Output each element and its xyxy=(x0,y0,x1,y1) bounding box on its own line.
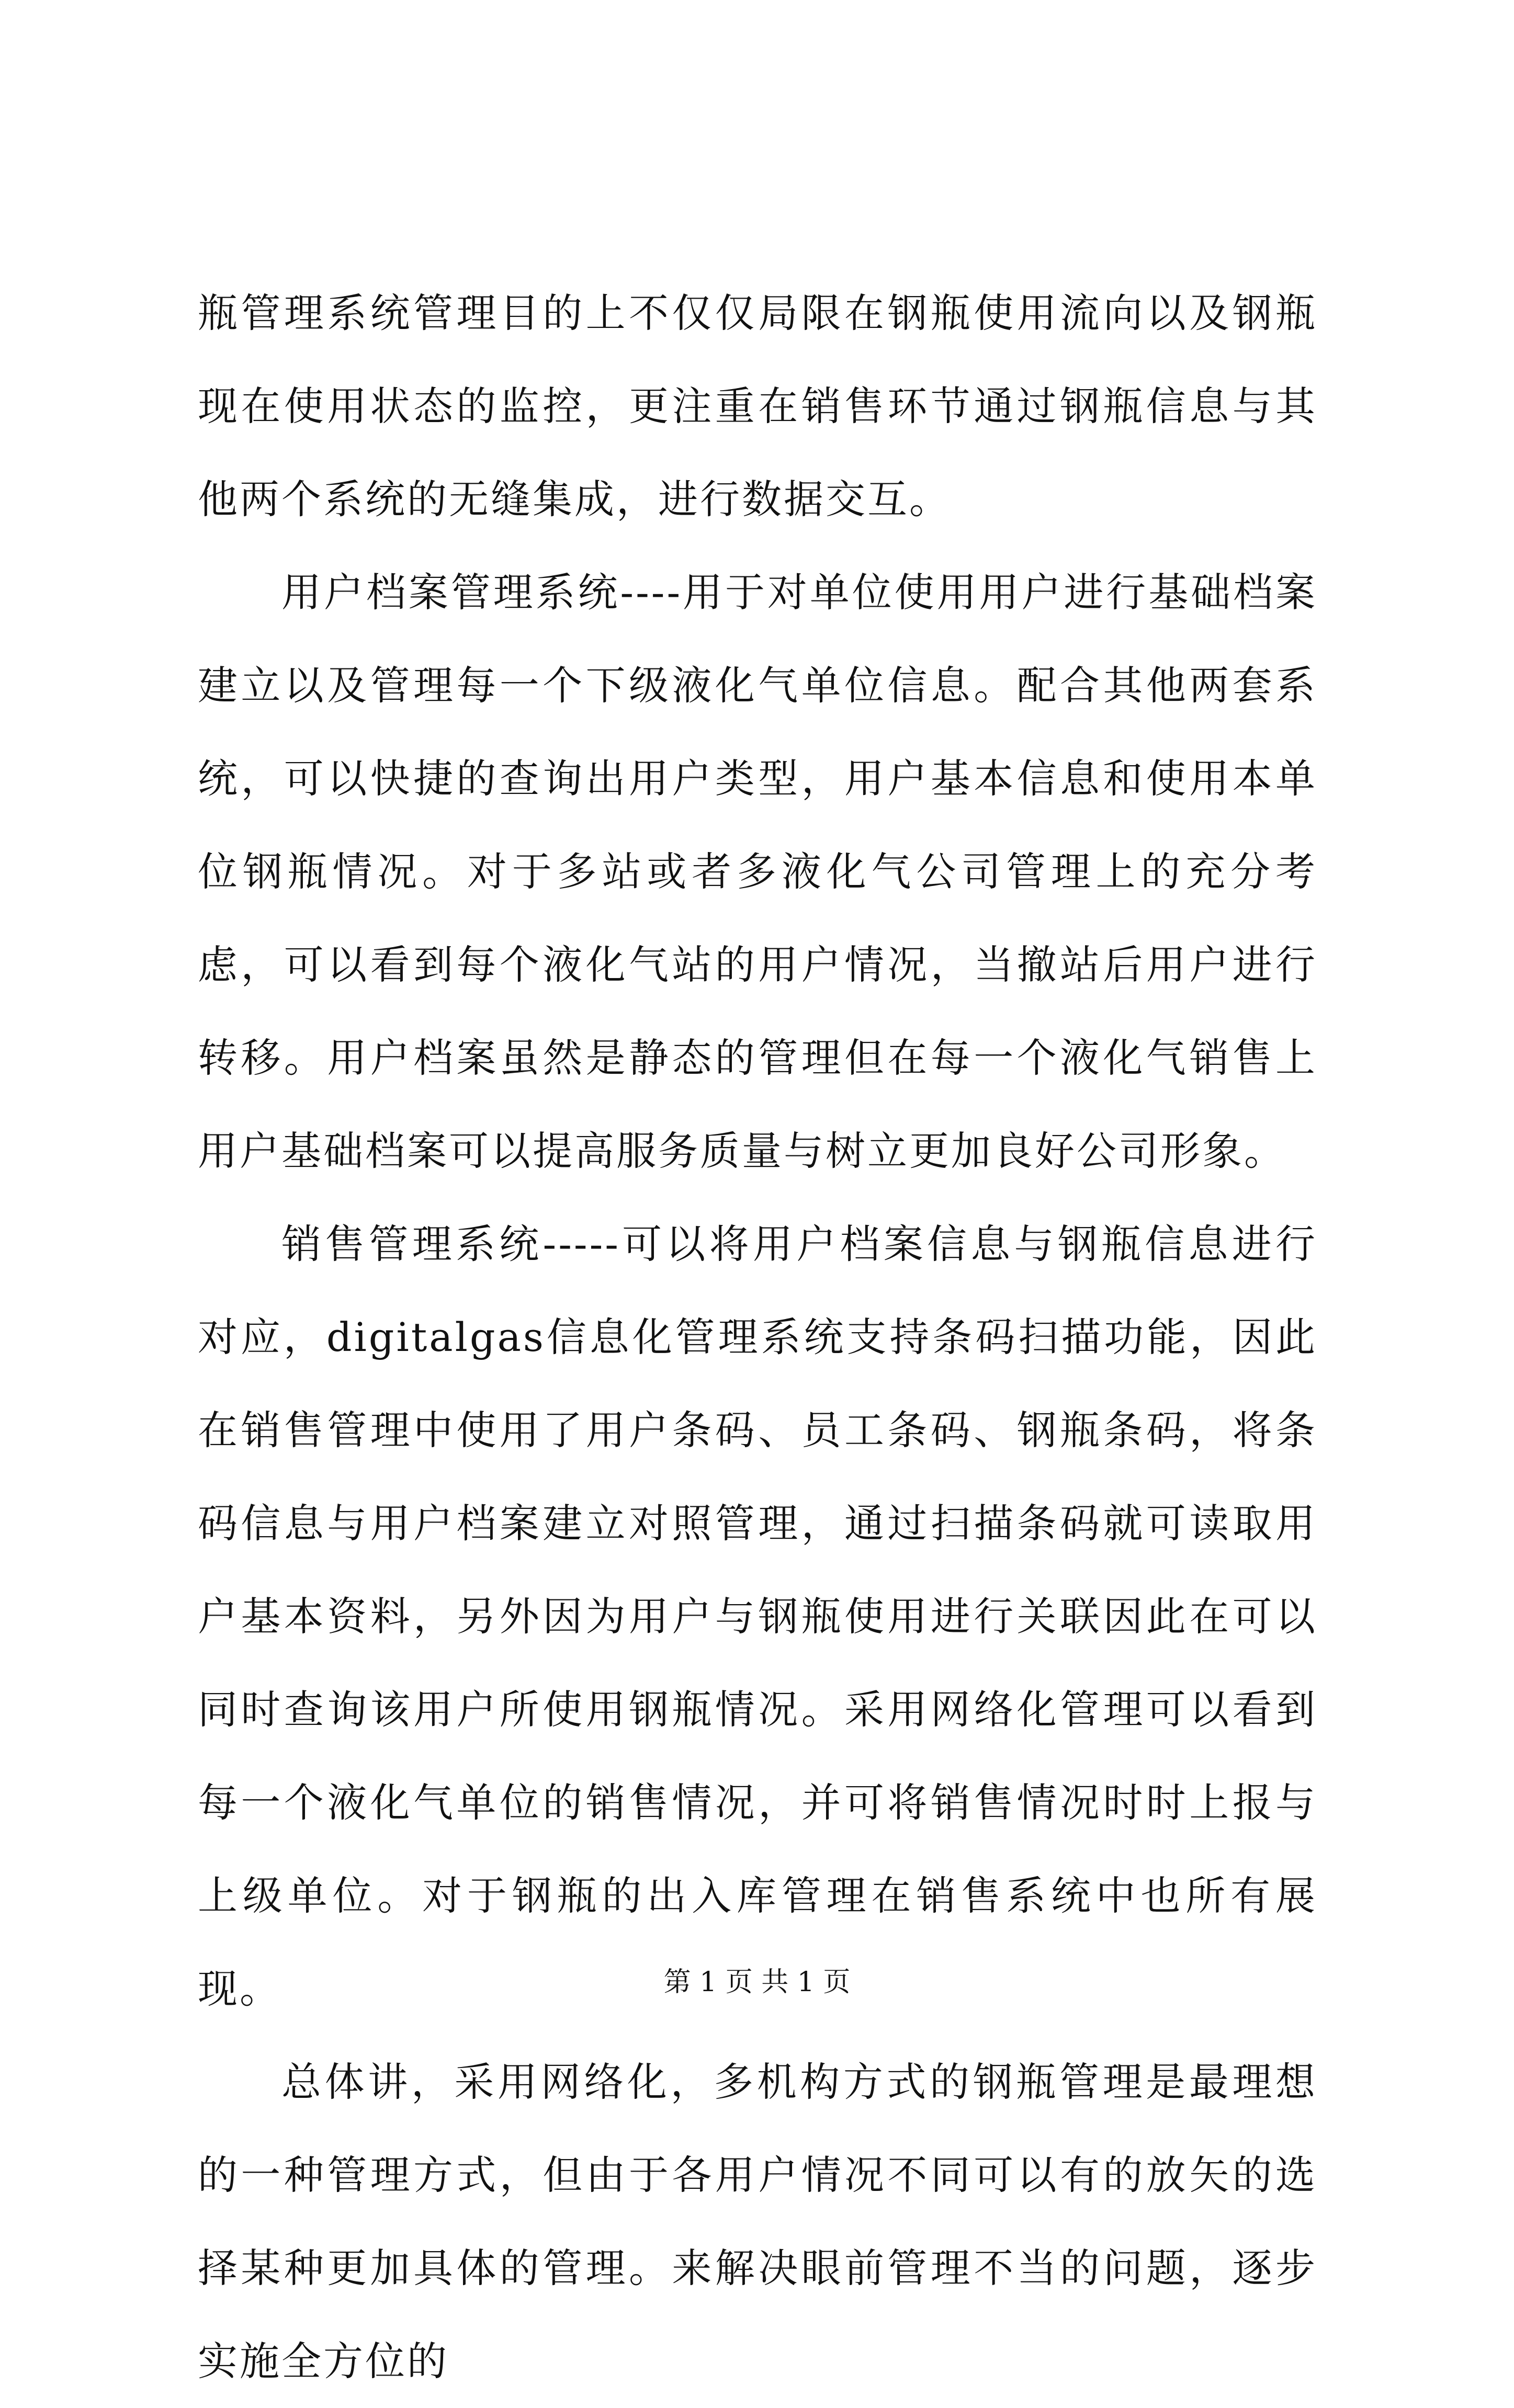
paragraph-3: 销售管理系统-----可以将用户档案信息与钢瓶信息进行对应，digitalgas信息化管理系统支持条码扫描功能，因此在销售管理中使用了用户条码、员工条码、钢瓶条码，将条码信息与用户档案建立对照管理，通过扫描条码就可读取用户基本资料，另外因为用户与钢瓶使用进行关联因此在可以同时查询该用户所使用钢瓶情况。采用网络化管理可以看到每一个液化气单位的销售情况，并可将销售情况时时上报与上级单位。对于钢瓶的出入库管理在销售系统中也所有展现。 xyxy=(198,1221,1317,2012)
paragraph-1: 瓶管理系统管理目的上不仅仅局限在钢瓶使用流向以及钢瓶现在使用状态的监控，更注重在销售环节通过钢瓶信息与其他两个系统的无缝集成，进行数据交互。 xyxy=(198,290,1317,523)
paragraph-2: 用户档案管理系统----用于对单位使用用户进行基础档案建立以及管理每一个下级液化气单位信息。配合其他两套系统，可以快捷的查询出用户类型，用户基本信息和使用本单位钢瓶情况。对于多站或者多液化气公司管理上的充分考虑，可以看到每个液化气站的用户情况，当撤站后用户进行转移。用户档案虽然是静态的管理但在每一个液化气销售上用户基础档案可以提高服务质量与树立更加良好公司形象。 xyxy=(198,569,1317,1174)
document-body xyxy=(198,267,1317,2408)
paragraph-4: 总体讲，采用网络化，多机构方式的钢瓶管理是最理想的一种管理方式，但由于各用户情况不同可以有的放矢的选择某种更加具体的管理。来解决眼前管理不当的问题，逐步实施全方位的 xyxy=(198,2059,1317,2384)
page-number-footer: 第 1 页 共 1 页 xyxy=(663,1967,851,1998)
